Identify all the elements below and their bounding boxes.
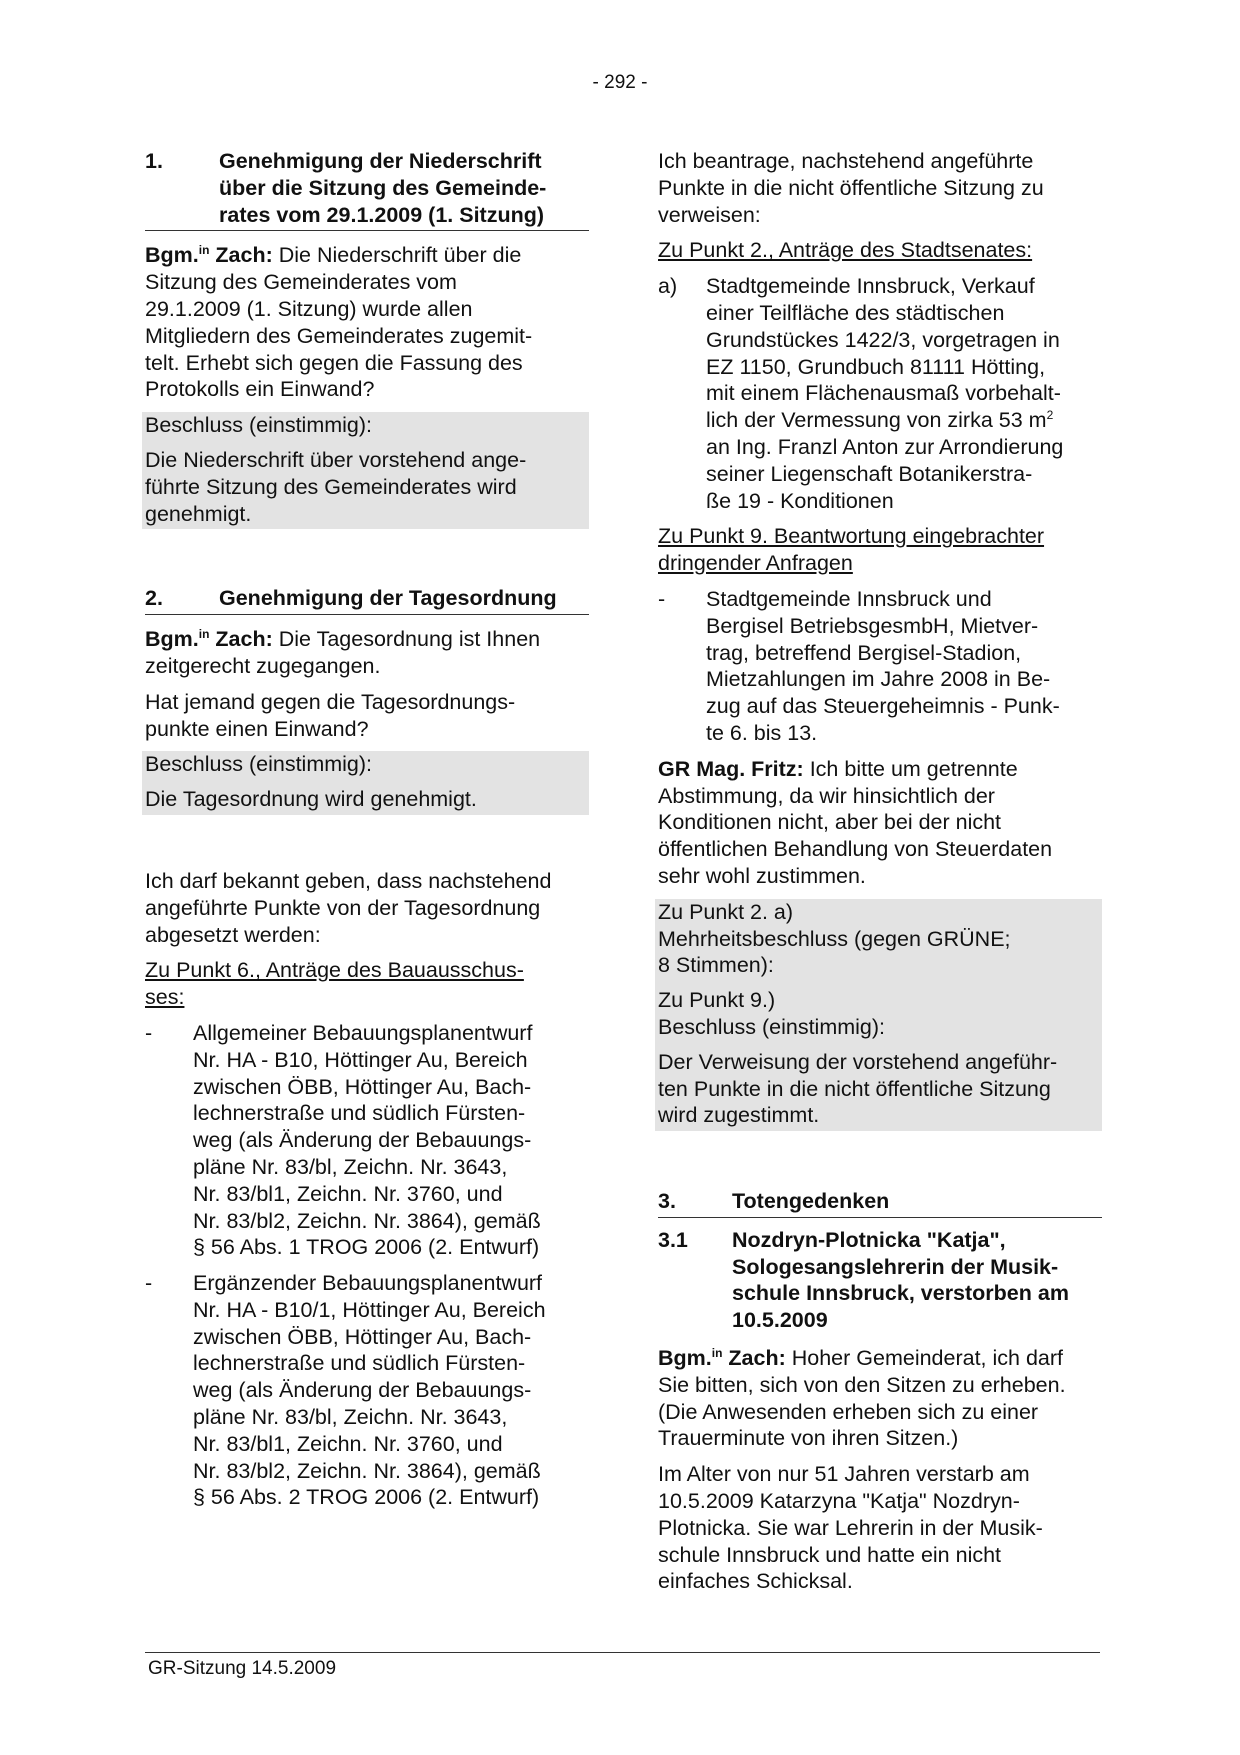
text-line: Plotnicka. Sie war Lehrerin in der Musik- — [658, 1515, 1043, 1540]
list-marker: a) — [658, 274, 678, 299]
item-line: an Ing. Franzl Anton zur Arrondierung — [706, 434, 1064, 459]
item-line: Ergänzender Bebauungsplanentwurf — [193, 1271, 543, 1296]
list-item — [658, 586, 1102, 747]
list-bullet: - — [658, 586, 666, 611]
text-line: Sitzung des Gemeinderates vom — [145, 270, 457, 295]
subheading-punkt-9 — [658, 523, 1102, 577]
item-line: lechnerstraße und südlich Fürsten- — [193, 1101, 526, 1126]
text-line: verweisen: — [658, 202, 761, 227]
vote-line: Zu Punkt 9.) — [658, 988, 776, 1013]
resolution-box — [142, 751, 589, 815]
text-line: einfaches Schicksal. — [658, 1569, 853, 1594]
list-bullet: - — [145, 1020, 153, 1045]
intro-paragraph — [658, 148, 1102, 228]
item-line: lechnerstraße und südlich Fürsten- — [193, 1351, 526, 1376]
text-line: schule Innsbruck und hatte ein nicht — [658, 1542, 1002, 1567]
item-line: Stadtgemeinde Innsbruck und — [706, 586, 992, 611]
item-line: Bergisel BetriebsgesmbH, Mietver- — [706, 613, 1039, 638]
item-line: te 6. bis 13. — [706, 720, 818, 745]
list-bullet: - — [145, 1271, 153, 1296]
title-line: 10.5.2009 — [732, 1308, 828, 1333]
speaker: GR Mag. Fritz: — [658, 756, 804, 781]
footer-divider — [145, 1652, 1100, 1653]
section-3-heading — [658, 1188, 1102, 1218]
item-line: Stadtgemeinde Innsbruck, Verkauf — [706, 274, 1035, 299]
item-line: § 56 Abs. 2 TROG 2006 (2. Entwurf) — [193, 1485, 540, 1510]
title-line: Sologesangslehrerin der Musik- — [732, 1254, 1059, 1279]
text-line: ses: — [145, 985, 185, 1010]
item-line: zug auf das Steuergeheimnis - Punk- — [706, 694, 1060, 719]
title-line: Genehmigung der Niederschrift — [219, 149, 542, 173]
speech-paragraph — [658, 1345, 1102, 1452]
text-line: Abstimmung, da wir hinsichtlich der — [658, 783, 995, 808]
text-line: Protokolls ein Einwand? — [145, 377, 375, 402]
vote-line: ten Punkte in die nicht öffentliche Sitzung — [658, 1076, 1051, 1101]
item-line: weg (als Änderung der Bebauungs- — [193, 1128, 532, 1153]
section-number: 1. — [145, 149, 163, 173]
resolution-line: genehmigt. — [145, 501, 252, 526]
vote-line: 8 Stimmen): — [658, 953, 774, 978]
text-line: öffentlichen Behandlung von Steuerdaten — [658, 837, 1053, 862]
speech-paragraph — [145, 626, 589, 680]
text-line: telt. Erhebt sich gegen die Fassung des — [145, 350, 523, 375]
item-line: einer Teilfläche des städtischen — [706, 300, 1005, 325]
section-title — [219, 148, 589, 228]
item-line: Nr. 83/bl2, Zeichn. Nr. 3864), gemäß — [193, 1458, 541, 1483]
right-column — [658, 148, 1102, 1595]
list-item — [145, 1020, 589, 1261]
item-line: Nr. HA - B10, Höttinger Au, Bereich — [193, 1047, 528, 1072]
subheading-punkt-2 — [658, 237, 1102, 264]
text-line: Zu Punkt 2., Anträge des Stadtsenates: — [658, 238, 1033, 263]
item-line: Nr. 83/bl2, Zeichn. Nr. 3864), gemäß — [193, 1208, 541, 1233]
resolution-line: Die Tagesordnung wird genehmigt. — [145, 787, 477, 812]
vote-line: wird zugestimmt. — [658, 1103, 820, 1128]
resolution-line: Die Niederschrift über vorstehend ange- — [145, 447, 527, 472]
item-line: weg (als Änderung der Bebauungs- — [193, 1378, 532, 1403]
text: Die Niederschrift über die — [278, 243, 522, 268]
section-title — [732, 1227, 1102, 1334]
speech-paragraph — [145, 242, 589, 403]
item-line: Nr. 83/bl1, Zeichn. Nr. 3760, und — [193, 1181, 503, 1206]
vote-line: Der Verweisung der vorstehend angeführ- — [658, 1049, 1058, 1074]
text: Ich bitte um getrennte — [809, 756, 1018, 781]
item-line: pläne Nr. 83/bl, Zeichn. Nr. 3643, — [193, 1154, 508, 1179]
title-line: schule Innsbruck, verstorben am — [732, 1281, 1069, 1306]
text-line: Im Alter von nur 51 Jahren verstarb am — [658, 1462, 1030, 1487]
speaker: Bgm.$^{in}$ Zach: — [658, 1345, 786, 1371]
resolution-label: Beschluss (einstimmig): — [145, 752, 372, 777]
item-line: pläne Nr. 83/bl, Zeichn. Nr. 3643, — [193, 1405, 508, 1430]
item-line: trag, betreffend Bergisel-Stadion, — [706, 640, 1022, 665]
list-item — [658, 273, 1102, 514]
text-line: Ich beantrage, nachstehend angeführte — [658, 149, 1034, 173]
resolution-box — [142, 412, 589, 529]
section-1-heading — [145, 148, 589, 231]
text-line: 29.1.2009 (1. Sitzung) wurde allen — [145, 296, 473, 321]
text-line: abgesetzt werden: — [145, 922, 321, 947]
title-line: über die Sitzung des Gemeinde- — [219, 175, 547, 200]
text-line: (Die Anwesenden erheben sich zu einer — [658, 1399, 1039, 1424]
text-line: 10.5.2009 Katarzyna "Katja" Nozdryn- — [658, 1489, 1020, 1514]
section-number: 3.1 — [658, 1227, 688, 1252]
text-line: Zu Punkt 9. Beantwortung eingebrachter — [658, 524, 1045, 549]
section-2-heading — [145, 585, 589, 615]
item-line: lich der Vermessung von zirka 53 $m^2$ — [706, 408, 1054, 433]
item-line: zwischen ÖBB, Höttinger Au, Bach- — [193, 1074, 532, 1099]
left-column — [145, 148, 589, 1511]
item-line: EZ 1150, Grundbuch 81111 Hötting, — [706, 354, 1046, 379]
memorial-paragraph — [658, 1461, 1102, 1595]
text-line: Konditionen nicht, aber bei der nicht — [658, 810, 1002, 835]
speaker: Bgm.$^{in}$ Zach: — [145, 243, 273, 268]
section-title: Genehmigung der Tagesordnung — [219, 586, 557, 611]
text: Die Tagesordnung ist Ihnen — [278, 627, 541, 652]
list-item — [145, 1270, 589, 1511]
title-line: rates vom 29.1.2009 (1. Sitzung) — [219, 202, 545, 227]
question-paragraph — [145, 689, 589, 743]
section-3-1-heading — [658, 1227, 1102, 1336]
text-line: punkte einen Einwand? — [145, 716, 369, 741]
footer: GR-Sitzung 14.5.2009 — [148, 1658, 337, 1679]
item-line: seiner Liegenschaft Botanikerstra- — [706, 461, 1033, 486]
text-line: Hat jemand gegen die Tagesordnungs- — [145, 689, 516, 714]
title-line: Nozdryn-Plotnicka "Katja", — [732, 1227, 1006, 1252]
item-line: mit einem Flächenausmaß vorbehalt- — [706, 381, 1061, 406]
item-line: Nr. 83/bl1, Zeichn. Nr. 3760, und — [193, 1431, 503, 1456]
text: Hoher Gemeinderat, ich darf — [791, 1346, 1064, 1371]
speaker: Bgm.$^{in}$ Zach: — [145, 627, 273, 652]
resolution-line: führte Sitzung des Gemeinderates wird — [145, 474, 517, 499]
section-number: 2. — [145, 586, 163, 611]
section-number: 3. — [658, 1189, 676, 1214]
text-line: dringender Anfragen — [658, 551, 853, 576]
text-line: Ich darf bekannt geben, dass nachstehend — [145, 868, 552, 893]
item-line: Nr. HA - B10/1, Höttinger Au, Bereich — [193, 1297, 546, 1322]
item-line: Grundstückes 1422/3, vorgetragen in — [706, 327, 1060, 352]
vote-line: Zu Punkt 2. a) — [658, 899, 794, 924]
resolution-label: Beschluss (einstimmig): — [145, 413, 372, 438]
resolution-box — [655, 899, 1102, 1131]
announcement-paragraph — [145, 868, 589, 948]
vote-line: Beschluss (einstimmig): — [658, 1014, 885, 1039]
speech-paragraph — [658, 756, 1102, 890]
page-number: - 292 - — [592, 72, 648, 93]
item-line: ße 19 - Konditionen — [706, 488, 894, 513]
text-line: Sie bitten, sich von den Sitzen zu erheben. — [658, 1372, 1066, 1397]
subheading-punkt-6 — [145, 957, 589, 1011]
vote-line: Mehrheitsbeschluss (gegen GRÜNE; — [658, 926, 1011, 951]
text-line: zeitgerecht zugegangen. — [145, 653, 381, 678]
text-line: Mitgliedern des Gemeinderates zugemit- — [145, 323, 533, 348]
text-line: Punkte in die nicht öffentliche Sitzung zu — [658, 175, 1044, 200]
item-line: zwischen ÖBB, Höttinger Au, Bach- — [193, 1324, 532, 1349]
item-line: § 56 Abs. 1 TROG 2006 (2. Entwurf) — [193, 1235, 540, 1260]
item-line: Allgemeiner Bebauungsplanentwurf — [193, 1020, 533, 1045]
item-line: Mietzahlungen im Jahre 2008 in Be- — [706, 667, 1051, 692]
text-line: angeführte Punkte von der Tagesordnung — [145, 895, 541, 920]
text-line: Trauerminute von ihren Sitzen.) — [658, 1426, 959, 1451]
section-title: Totengedenken — [732, 1189, 890, 1214]
text-line: Zu Punkt 6., Anträge des Bauausschus- — [145, 958, 524, 983]
text-line: sehr wohl zustimmen. — [658, 863, 866, 888]
